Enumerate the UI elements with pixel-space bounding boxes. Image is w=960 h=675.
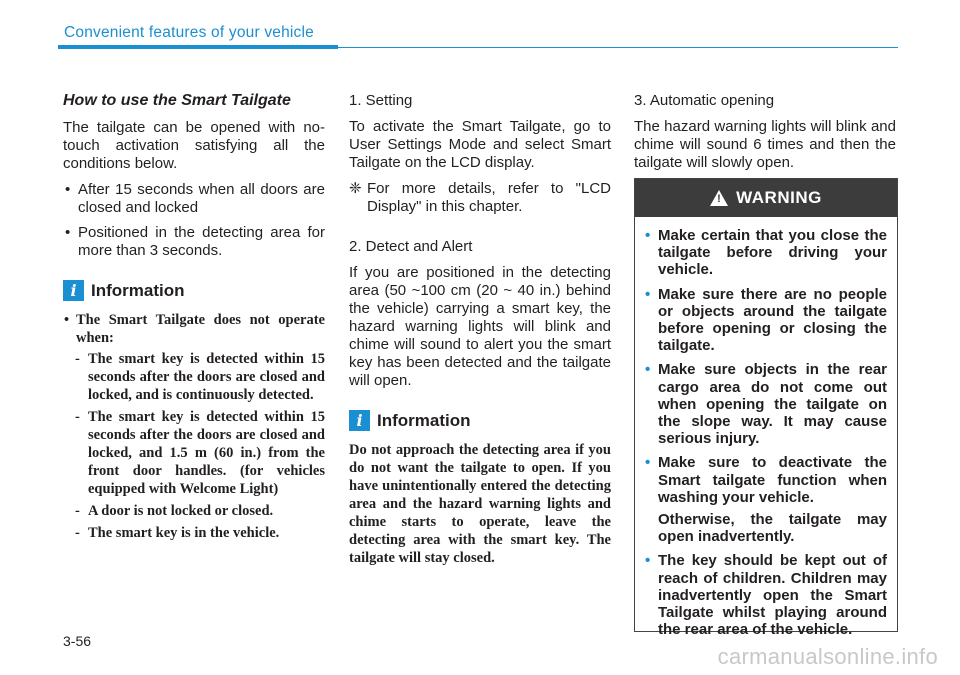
column-middle bbox=[349, 92, 611, 567]
auto-open-heading: 3. Automatic opening bbox=[634, 92, 775, 109]
warning-item: • Make certain that you close the tailgate before driving your vehicle. bbox=[645, 227, 887, 279]
warning-item: • Make sure objects in the rear cargo area do not come out when opening the tailgate on the slope way. It may cause serious injury. bbox=[645, 361, 887, 447]
information-sub-item: - A door is not locked or closed. bbox=[63, 502, 325, 520]
information-heading bbox=[63, 280, 325, 301]
setting-paragraph: To activate the Smart Tailgate, go to User Settings Mode and select Smart Tailgate on the LCD display. bbox=[349, 118, 611, 171]
setting-heading: 1. Setting bbox=[349, 92, 413, 109]
reference-note-text: For more details, refer to "LCD Display" in this chapter. bbox=[367, 180, 611, 215]
warning-continuation: Otherwise, the tailgate may open inadvertently. bbox=[658, 511, 887, 546]
warning-box bbox=[634, 178, 898, 639]
information-body bbox=[349, 441, 611, 567]
warning-item: • The key should be kept out of reach of children. Children may inadvertently open the Smart Tailgate whilst playing around the rear area of the vehicle. bbox=[645, 552, 887, 638]
note-mark-icon: ❈ bbox=[349, 180, 362, 197]
warning-item: • Make sure there are no people or objects around the tailgate before opening or closing the tailgate. bbox=[645, 286, 887, 355]
header-divider-thick bbox=[58, 45, 338, 49]
reference-note bbox=[349, 180, 611, 216]
detect-heading: 2. Detect and Alert bbox=[349, 238, 473, 255]
information-sub-item: - The smart key is in the vehicle. bbox=[63, 524, 325, 542]
information-icon: i bbox=[63, 280, 84, 301]
warning-title: WARNING bbox=[736, 188, 822, 207]
watermark: carmanualsonline.info bbox=[717, 644, 938, 669]
condition-item: • Positioned in the detecting area for more than 3 seconds. bbox=[63, 224, 325, 260]
information-body bbox=[63, 311, 325, 542]
header-divider-thin bbox=[338, 47, 898, 48]
warning-body bbox=[635, 217, 897, 638]
information-title: Information bbox=[377, 410, 471, 430]
detect-paragraph: If you are positioned in the detecting area (50 ~100 cm (20 ~ 40 in.) behind the vehicle) carrying a smart key, the hazard warning lights will blink and chime will sound to alert you the smart key has been detected and the tailgate will open. bbox=[349, 264, 611, 389]
section-heading: How to use the Smart Tailgate bbox=[63, 92, 291, 109]
information-icon: i bbox=[349, 410, 370, 431]
page-number: 3-56 bbox=[63, 633, 92, 649]
information-sub-item: - The smart key is detected within 15 seconds after the doors are closed and locked, and 1.5 m (60 in.) from the front door handles. (for vehicles equipped with Welcome Light) bbox=[63, 408, 325, 498]
information-heading bbox=[349, 410, 611, 431]
condition-list bbox=[63, 181, 325, 260]
warning-item: • Make sure to deactivate the Smart tailgate function when washing your vehicle. bbox=[645, 454, 887, 506]
information-title: Information bbox=[91, 280, 185, 300]
column-left bbox=[63, 92, 325, 546]
auto-open-paragraph: The hazard warning lights will blink and chime will sound 6 times and then the tailgate will slowly open. bbox=[634, 118, 896, 171]
information-text: Do not approach the detecting area if you do not want the tailgate to open. If you have unintentionally entered the detecting area and the hazard warning lights and chime starts to operate, leave the detecting area with the smart key. The tailgate will stay closed. bbox=[349, 442, 611, 566]
condition-item: • After 15 seconds when all doors are closed and locked bbox=[63, 181, 325, 217]
intro-paragraph: The tailgate can be opened with no-touch activation satisfying all the conditions below. bbox=[63, 119, 325, 172]
information-bullet: • The Smart Tailgate does not operate when: bbox=[63, 311, 325, 347]
warning-header bbox=[635, 179, 897, 217]
column-right bbox=[634, 92, 896, 180]
section-header-title: Convenient features of your vehicle bbox=[64, 24, 314, 41]
warning-triangle-icon: ! bbox=[710, 190, 728, 206]
information-sub-item: - The smart key is detected within 15 seconds after the doors are closed and locked, and is continuously detected. bbox=[63, 350, 325, 404]
